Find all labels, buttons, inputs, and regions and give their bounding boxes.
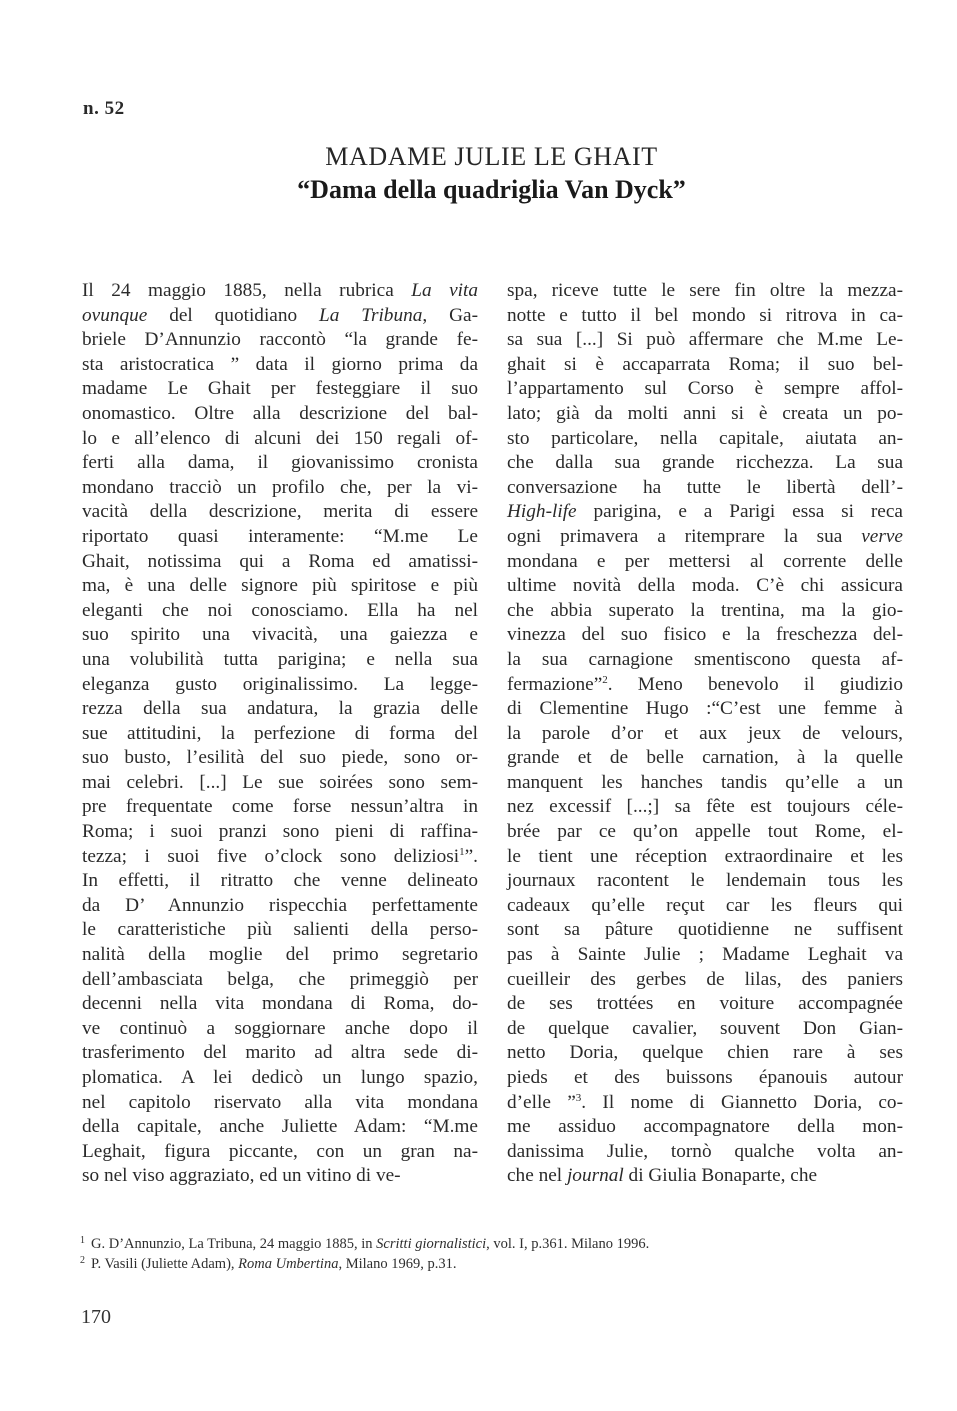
text-line: sto particolare, nella capitale, aiutata an- bbox=[507, 427, 903, 449]
footnote-ref: 1 bbox=[459, 845, 465, 858]
text-line: dell’ambasciata belga, che primeggiò per bbox=[82, 968, 478, 990]
italic-text: La Tribuna bbox=[319, 304, 423, 326]
footnote-ref: 3 bbox=[575, 1091, 582, 1104]
text-line: eleganza gusto originalissimo. La legge- bbox=[82, 673, 478, 695]
text-line: ferti alla dama, il giovanissimo cronista bbox=[82, 452, 478, 474]
text-line: della capitale, anche Juliette Adam: “M.me bbox=[82, 1116, 478, 1138]
text-line: sue attitudini, la perfezione di forma del bbox=[82, 722, 478, 744]
italic-text: ovunque bbox=[82, 304, 148, 326]
text-line: l’appartamento sul Corso è sempre affol- bbox=[507, 378, 903, 400]
text-line: In effetti, il ritratto che venne delineato bbox=[82, 870, 478, 892]
text-line: mondana e per mettersi al corrente delle bbox=[507, 550, 903, 572]
text-line: ultime novità della moda. C’è chi assicura bbox=[507, 575, 903, 597]
text-line: onomastico. Oltre alla descrizione del bal- bbox=[82, 402, 478, 424]
text-line: journaux racontent le lendemain tous les bbox=[507, 870, 903, 892]
text-column-right bbox=[507, 279, 903, 1189]
text-line: ovunque del quotidiano La Tribuna, Ga- bbox=[82, 304, 478, 326]
text-line: ogni primavera a ritemprare la sua verve bbox=[507, 525, 903, 547]
italic-text: Roma Umbertina bbox=[238, 1256, 339, 1272]
footnote: $^2$ P. Vasili (Juliette Adam), Roma Umbertina, Milano 1969, p.31. bbox=[80, 1255, 457, 1272]
text-line: suo spirito una vivacità, una gaiezza e bbox=[82, 624, 478, 646]
text-line: sa sua [...] Si può affermare che M.me Le- bbox=[507, 329, 903, 351]
text-line: eleganti che noi conosciamo. Ella ha nel bbox=[82, 599, 478, 621]
text-line: madame Le Ghait per festeggiare il suo bbox=[82, 378, 478, 400]
text-line: ma, è una delle signore più spiritose e più bbox=[82, 575, 478, 597]
text-line: ve continuò a soggiornare anche dopo il bbox=[82, 1017, 478, 1039]
page-title: MADAME JULIE LE GHAIT bbox=[325, 142, 658, 171]
text-line: nalità della moglie del primo segretario bbox=[82, 944, 478, 966]
page-number: 170 bbox=[81, 1306, 111, 1328]
text-line: riportato quasi interamente: “M.me Le bbox=[82, 525, 478, 547]
text-line: High-life parigina, e a Parigi essa si reca bbox=[507, 501, 903, 523]
text-line: suo busto, l’esilità del suo piede, sono or- bbox=[82, 747, 478, 769]
text-line: trasferimento del marito ad altra sede di- bbox=[82, 1042, 478, 1064]
text-line: pieds et des buissons épanouis autour bbox=[507, 1067, 903, 1088]
text-line: pre frequentate come forse nessun’altra in bbox=[82, 796, 478, 818]
text-line: briele D’Annunzio raccontò “la grande fe- bbox=[82, 329, 478, 351]
text-line: brée par ce qu’on appelle tout Rome, el- bbox=[507, 821, 903, 843]
text-line: de ses trottées en voiture accompagnée bbox=[507, 993, 903, 1015]
text-line: decenni nella vita mondana di Roma, do- bbox=[82, 993, 478, 1015]
text-line: conversazione ha tutte le libertà dell’- bbox=[507, 476, 903, 498]
text-line: mondano tracciò un profilo che, per la vi- bbox=[82, 476, 478, 498]
title-block bbox=[0, 140, 957, 206]
text-line: grande et de belle carnation, à la quelle bbox=[507, 747, 903, 769]
footnote: $^1$ G. D’Annunzio, La Tribuna, 24 maggio 1885, in Scritti giornalistici, vol. I, p.361. Milano 1996. bbox=[80, 1235, 650, 1252]
text-line: mai celebri. [...] Le sue soirées sono sem- bbox=[82, 771, 478, 793]
text-line: de quelque cavalier, souvent Don Gian- bbox=[507, 1017, 903, 1039]
text-line: Il 24 maggio 1885, nella rubrica La vita bbox=[82, 280, 478, 301]
page-subtitle: “Dama della quadriglia Van Dyck” bbox=[297, 175, 686, 204]
text-line: di Clementine Hugo :“C’est une femme à bbox=[507, 698, 903, 720]
text-line: nel capitolo riservato alla vita mondana bbox=[82, 1091, 478, 1113]
text-line: da D’ Annunzio rispecchia perfettamente bbox=[82, 894, 478, 916]
text-line: vacità della descrizione, merita di essere bbox=[82, 501, 478, 523]
text-line: la sua carnagione smentiscono questa af- bbox=[507, 648, 903, 670]
text-line: cadeaux qu’elle reçut car les fleurs qui bbox=[507, 894, 903, 916]
text-line: Roma; i suoi pranzi sono pieni di raffina- bbox=[82, 821, 478, 843]
text-line: sont sa pâture quotidienne ne suffisent bbox=[507, 919, 903, 941]
text-line: d’elle ”$^3$. Il nome di Giannetto Doria, co- bbox=[507, 1091, 903, 1113]
italic-text: Scritti giornalistici bbox=[376, 1236, 487, 1252]
text-line: fermazione”$^2$. Meno benevolo il giudizio bbox=[507, 673, 903, 695]
italic-text: verve bbox=[861, 525, 903, 547]
italic-text: journal bbox=[566, 1165, 624, 1187]
text-line: lato; già da molti anni si è creata un po- bbox=[507, 402, 903, 424]
text-line: cueilleir des gerbes de lilas, des paniers bbox=[507, 968, 903, 990]
text-line: Leghait, figura piccante, con un gran na- bbox=[82, 1140, 478, 1162]
text-line: tezza; i suoi five o’clock sono deliziosi$^1$”. bbox=[82, 845, 478, 867]
italic-text: La vita bbox=[411, 280, 478, 301]
text-line: nez excessif [...;] sa fête est toujours céle- bbox=[507, 796, 903, 818]
text-line: le tient une réception extraordinaire et les bbox=[507, 845, 903, 867]
entry-number: n. 52 bbox=[83, 98, 125, 119]
text-line: la parole d’or et aux jeux de velours, bbox=[507, 722, 903, 744]
text-line: che dalla sua grande ricchezza. La sua bbox=[507, 452, 903, 474]
footnote-marker: 1 bbox=[80, 1235, 85, 1246]
text-line: Ghait, notissima qui a Roma ed amatissi- bbox=[82, 550, 478, 572]
text-line: danissima Julie, tornò qualche volta an- bbox=[507, 1140, 903, 1162]
text-line: notte e tutto il bel mondo si ritrova in ca- bbox=[507, 304, 903, 326]
text-line: rezza della sua andatura, la grazia delle bbox=[82, 698, 478, 720]
text-line: pas à Sainte Julie ; Madame Leghait va bbox=[507, 944, 903, 966]
text-line: una volubilità tutta parigina; e nella sua bbox=[82, 648, 478, 670]
text-line: me assiduo accompagnatore della mon- bbox=[507, 1116, 903, 1138]
text-line: lo e all’elenco di alcuni dei 150 regali of- bbox=[82, 427, 478, 449]
text-line: plomatica. A lei dedicò un lungo spazio, bbox=[82, 1067, 478, 1088]
text-line: le caratteristiche più salienti della perso- bbox=[82, 919, 478, 941]
text-line: so nel viso aggraziato, ed un vitino di ve- bbox=[82, 1165, 401, 1187]
text-line: spa, riceve tutte le sere fin oltre la mezza- bbox=[507, 280, 903, 301]
text-line: vinezza del suo fisico e la freschezza del- bbox=[507, 624, 903, 646]
italic-text: High-life bbox=[507, 501, 577, 523]
footnote-marker: 2 bbox=[80, 1255, 85, 1266]
text-line: che nel journal di Giulia Bonaparte, che bbox=[507, 1165, 818, 1187]
text-line: sta aristocratica ” data il giorno prima da bbox=[82, 353, 478, 375]
footnote-ref: 2 bbox=[602, 673, 608, 686]
text-line: che abbia superato la trentina, ma la gio- bbox=[507, 599, 903, 621]
text-line: netto Doria, quelque chien rare à ses bbox=[507, 1042, 903, 1064]
text-line: ghait si è accaparrata Roma; il suo bel- bbox=[507, 353, 903, 375]
text-line: manquent les hanches tandis qu’elle a un bbox=[507, 771, 903, 793]
text-column-left bbox=[82, 279, 478, 1189]
